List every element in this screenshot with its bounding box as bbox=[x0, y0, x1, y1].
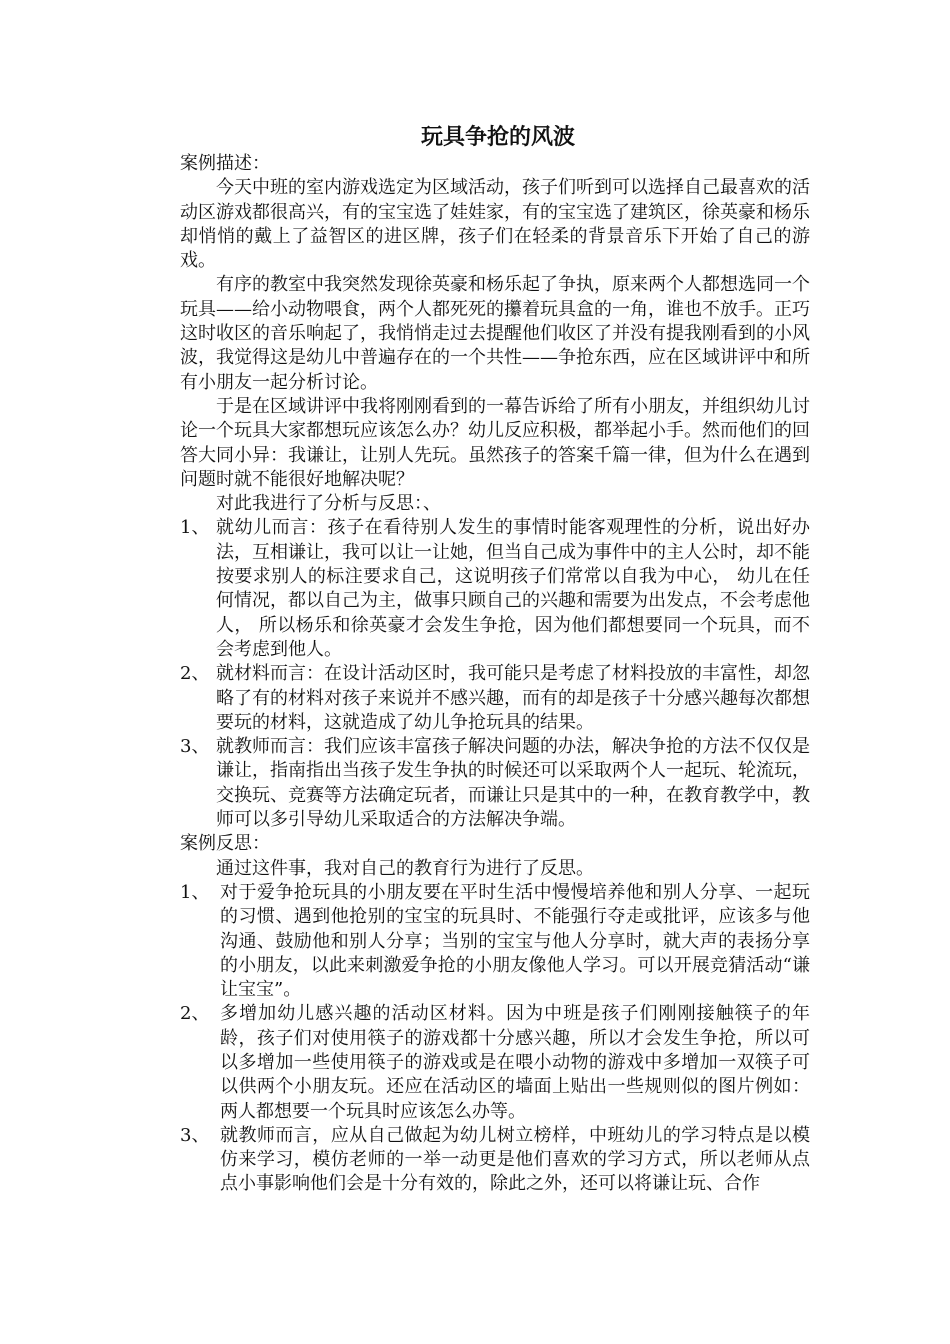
analysis-list bbox=[180, 516, 810, 832]
section-heading-reflection: 案例反思： bbox=[180, 833, 270, 855]
list-item-text: 就教师而言：我们应该丰富孩子解决问题的办法，解决争抢的方法不仅仅是谦让，指南指出当孩子发生争执的时候还可以采取两个人一起玩、轮流玩，交换玩、竞赛等方法确定玩者，而谦让只是其中的一种，在教育教学中，教师可以多引导幼儿采取适合的方法解决争端。 bbox=[216, 736, 810, 831]
list-item bbox=[180, 662, 810, 735]
list-item-text: 就材料而言：在设计活动区时，我可能只是考虑了材料投放的丰富性，却忽略了有的材料对孩子来说并不感兴趣，而有的却是孩子十分感兴趣每次都想要玩的材料，这就造成了幼儿争抢玩具的结果。 bbox=[216, 663, 810, 733]
list-item-text: 多增加幼儿感兴趣的活动区材料。因为中班是孩子们刚刚接触筷子的年龄，孩子们对使用筷子的游戏都十分感兴趣，所以才会发生争抢，所以可以多增加一些使用筷子的游戏或是在喂小动物的游戏中多增加一双筷子可以供两个小朋友玩。还应在活动区的墙面上贴出一些规则似的图片例如：两人都想要一个玩具时应该怎么办等。 bbox=[220, 1003, 810, 1122]
list-item-text: 就教师而言，应从自己做起为幼儿树立榜样，中班幼儿的学习特点是以模仿来学习，模仿老师的一举一动更是他们喜欢的学习方式，所以老师从点点小事影响他们会是十分有效的，除此之外，还可以将谦让玩、合作 bbox=[220, 1124, 810, 1195]
document-body bbox=[180, 122, 810, 1197]
list-item bbox=[180, 1124, 810, 1197]
paragraph: 对此我进行了分析与反思：、 bbox=[216, 493, 441, 515]
list-item-number: 3、 bbox=[180, 1124, 216, 1146]
section-heading-description: 案例描述： bbox=[180, 153, 270, 174]
list-item-number: 1、 bbox=[180, 881, 216, 903]
reflection-list bbox=[180, 881, 810, 1197]
list-item-text: 对于爱争抢玩具的小朋友要在平时生活中慢慢培养他和别人分享、一起玩的习惯、遇到他抢别的宝宝的玩具时、不能强行夺走或批评，应该多与他沟通、鼓励他和别人分享；当别的宝宝与他人分享时，就大声的表扬分享的小朋友，以此来刺激爱争抢的小朋友像他人学习。可以开展竞猜活动“谦让宝宝”。 bbox=[220, 881, 810, 1001]
list-item bbox=[180, 735, 810, 832]
paragraph: 于是在区域讲评中我将刚刚看到的一幕告诉给了所有小朋友，并组织幼儿讨论一个玩具大家都想玩应该怎么办？幼儿反应积极，都举起小手。然而他们的回答大同小异：我谦让，让别人先玩。虽然孩子的答案千篇一律，但为什么在遇到问题时就不能很好地解决呢？ bbox=[180, 395, 810, 490]
list-item-number: 2、 bbox=[180, 663, 210, 685]
list-item-number: 1、 bbox=[180, 517, 210, 539]
paragraph: 有序的教室中我突然发现徐英豪和杨乐起了争执，原来两个人都想选同一个玩具——给小动物喂食，两个人都死死的攥着玩具盒的一角，谁也不放手。正巧这时收区的音乐响起了，我悄悄走过去提醒他们收区了并没有提我刚看到的小风波，我觉得这是幼儿中普遍存在的一个共性——争抢东西，应在区域讲评中和所有小朋友一起分析讨论。 bbox=[180, 274, 810, 393]
list-item bbox=[180, 881, 810, 1002]
list-item-number: 2、 bbox=[180, 1003, 216, 1025]
list-item bbox=[180, 1002, 810, 1123]
list-item-text: 就幼儿而言：孩子在看待别人发生的事情时能客观理性的分析，说出好办法，互相谦让，我可以让一让她，但当自己成为事件中的主人公时，却不能按要求别人的标注要求自己，这说明孩子们常常以自我为中心， 幼儿在任何情况，都以自己为主，做事只顾自己的兴趣和需要为出发点，不会考虑他人， 所以杨乐和徐英豪才会发生争抢，因为他们都想要同一个玩具，而不会考虑到他人。 bbox=[216, 517, 810, 660]
document-title: 玩具争抢的风波 bbox=[420, 124, 575, 150]
paragraph: 通过这件事，我对自己的教育行为进行了反思。 bbox=[216, 857, 594, 879]
paragraph: 今天中班的室内游戏选定为区域活动，孩子们听到可以选择自己最喜欢的活动区游戏都很高兴，有的宝宝选了娃娃家，有的宝宝选了建筑区，徐英豪和杨乐却悄悄的戴上了益智区的进区牌，孩子们在轻柔的背景音乐下开始了自己的游戏。 bbox=[180, 177, 810, 272]
list-item-number: 3、 bbox=[180, 736, 210, 758]
list-item bbox=[180, 516, 810, 662]
